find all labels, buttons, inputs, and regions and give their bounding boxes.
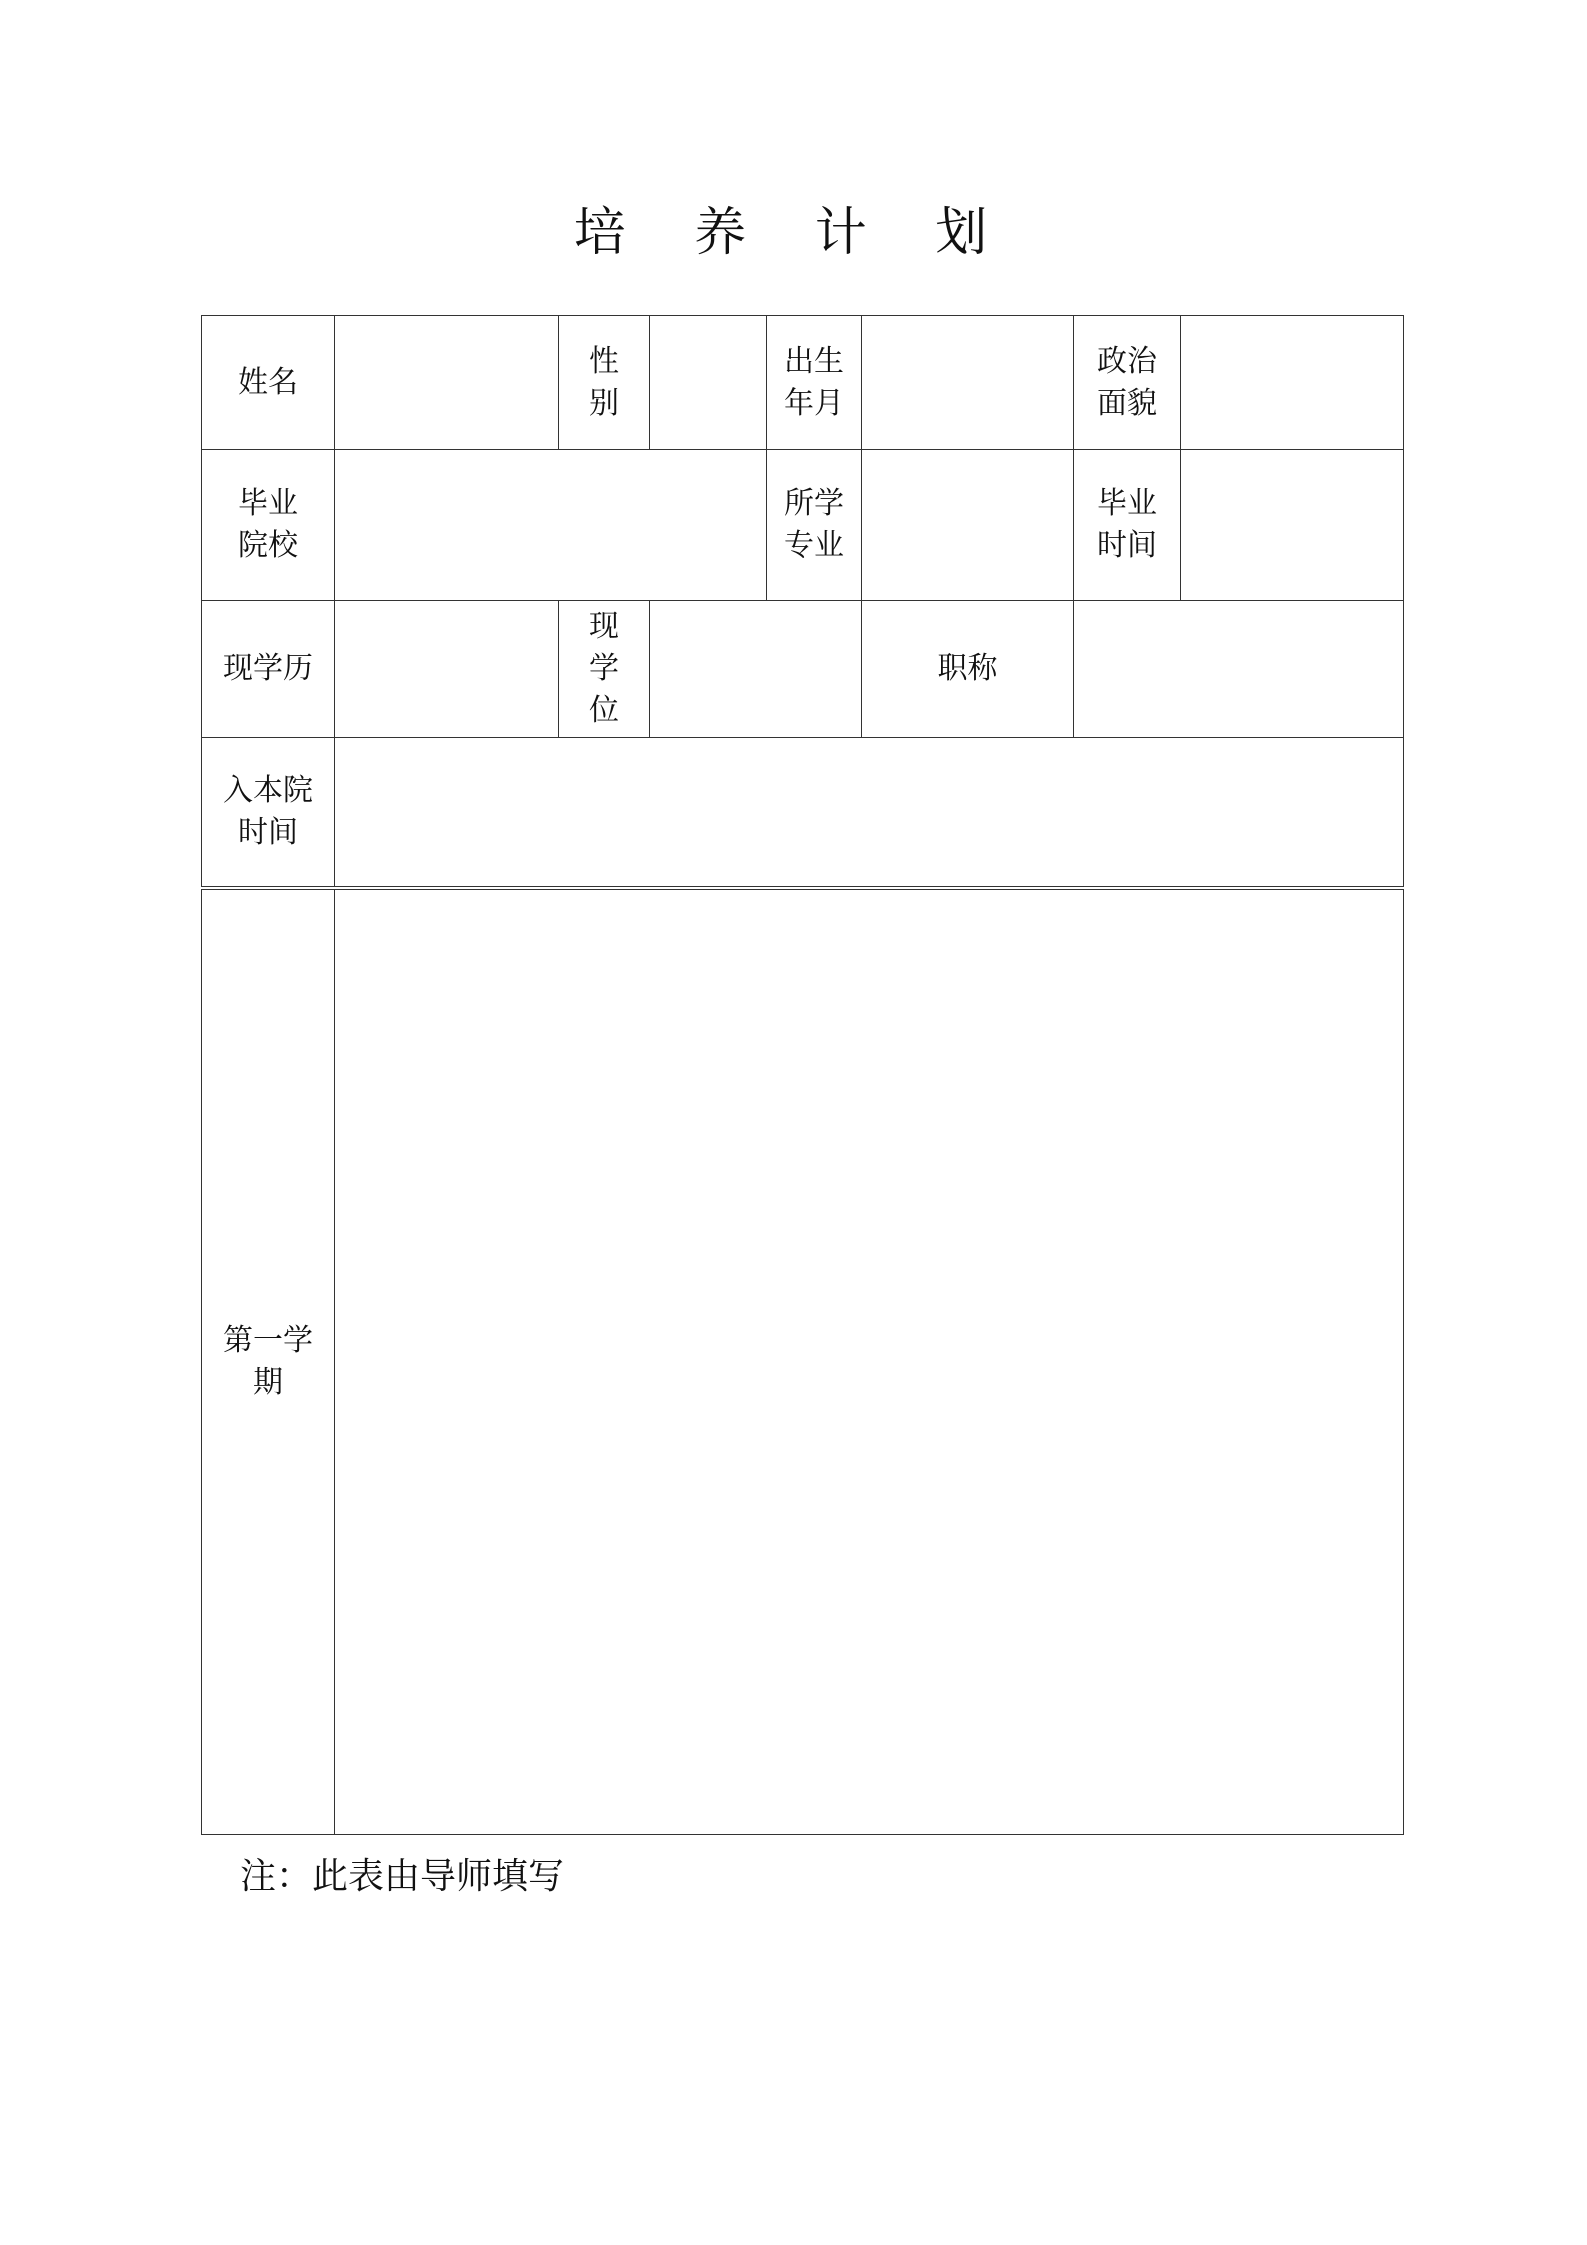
title-label-cell: [862, 601, 1074, 738]
gender-label-cell: [559, 316, 650, 450]
first-semester-plan-field[interactable]: [335, 888, 1404, 1835]
grad-time-label-cell: [1074, 450, 1181, 601]
graduate-school-field[interactable]: [335, 450, 767, 601]
training-plan-form: [201, 315, 1404, 1835]
current-education-field[interactable]: [335, 601, 559, 738]
birth-date-label: 出生年月: [784, 343, 844, 421]
major-field[interactable]: [862, 450, 1074, 601]
major-label: 所学专业: [784, 486, 844, 563]
entry-time-label: 入本院时间: [223, 773, 313, 850]
form-note: 注：此表由导师填写: [240, 1856, 565, 1897]
form-row-education-background: [202, 450, 1404, 601]
political-status-label: 政治面貌: [1097, 343, 1157, 421]
gender-field[interactable]: [650, 316, 767, 450]
political-status-field[interactable]: [1181, 316, 1404, 450]
political-label-cell: [1074, 316, 1181, 450]
graduation-time-field[interactable]: [1181, 450, 1404, 601]
birth-label-cell: [767, 316, 862, 450]
entry-time-label-cell: [202, 738, 335, 889]
graduate-school-label: 毕业院校: [238, 486, 298, 563]
entry-time-field[interactable]: [335, 738, 1404, 889]
first-semester-label: 第一学期: [223, 1323, 313, 1400]
birth-date-field[interactable]: [862, 316, 1074, 450]
major-label-cell: [767, 450, 862, 601]
name-label-cell: [202, 316, 335, 450]
name-field[interactable]: [335, 316, 559, 450]
form-row-basic-info: [202, 316, 1404, 450]
school-label-cell: [202, 450, 335, 601]
page-title: 培 养 计 划: [573, 203, 1014, 263]
form-row-qualifications: [202, 601, 1404, 738]
education-label-cell: [202, 601, 335, 738]
name-label: 姓名: [238, 364, 298, 400]
form-row-entry-time: [202, 738, 1404, 889]
gender-label: 性别: [589, 343, 619, 421]
form-row-first-semester: [202, 888, 1404, 1835]
professional-title-field[interactable]: [1074, 601, 1404, 738]
semester-label-cell: [202, 888, 335, 1835]
graduation-time-label: 毕业时间: [1097, 486, 1157, 563]
degree-label-cell: [559, 601, 650, 738]
professional-title-label: 职称: [937, 651, 998, 686]
current-education-label: 现学历: [223, 651, 313, 686]
current-degree-label: 现学位: [589, 609, 619, 728]
current-degree-field[interactable]: [650, 601, 862, 738]
